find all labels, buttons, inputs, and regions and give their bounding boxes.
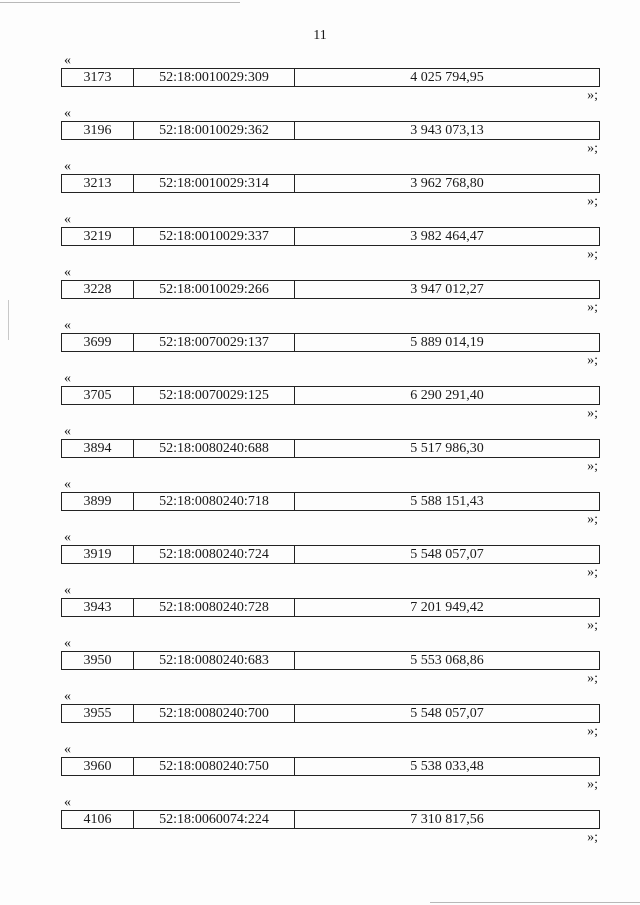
table-entry xyxy=(0,107,640,160)
row-number: 3955 xyxy=(83,706,112,721)
scan-artifact-top xyxy=(0,2,240,3)
row-number: 3699 xyxy=(83,335,112,350)
table-row xyxy=(61,651,600,670)
close-quote: »; xyxy=(587,459,598,474)
close-quote: »; xyxy=(587,353,598,368)
open-quote: « xyxy=(64,424,71,439)
table-row xyxy=(61,280,600,299)
cadastral-number: 52:18:0010029:314 xyxy=(133,175,294,192)
cadastral-number: 52:18:0070029:137 xyxy=(133,334,294,351)
open-quote: « xyxy=(64,318,71,333)
open-quote: « xyxy=(64,795,71,810)
close-quote: »; xyxy=(587,565,598,580)
row-number: 3919 xyxy=(83,547,112,562)
table-entry xyxy=(0,319,640,372)
cadastral-value: 5 553 068,86 xyxy=(294,652,599,669)
table-entry xyxy=(0,425,640,478)
cadastral-number: 52:18:0010029:337 xyxy=(133,228,294,245)
cadastral-value: 3 982 464,47 xyxy=(294,228,599,245)
open-quote: « xyxy=(64,477,71,492)
row-number: 3960 xyxy=(83,759,112,774)
table-row xyxy=(61,545,600,564)
table-rows xyxy=(0,54,640,849)
row-number: 3899 xyxy=(83,494,112,509)
open-quote: « xyxy=(64,636,71,651)
row-number: 3228 xyxy=(83,282,112,297)
table-entry xyxy=(0,478,640,531)
close-quote: »; xyxy=(587,194,598,209)
open-quote: « xyxy=(64,106,71,121)
table-row xyxy=(61,121,600,140)
cadastral-number: 52:18:0080240:728 xyxy=(133,599,294,616)
row-number: 4106 xyxy=(83,812,112,827)
table-entry xyxy=(0,584,640,637)
table-entry xyxy=(0,54,640,107)
close-quote: »; xyxy=(587,88,598,103)
open-quote: « xyxy=(64,265,71,280)
close-quote: »; xyxy=(587,830,598,845)
cadastral-number: 52:18:0080240:724 xyxy=(133,546,294,563)
table-row xyxy=(61,68,600,87)
table-row xyxy=(61,333,600,352)
table-row xyxy=(61,386,600,405)
open-quote: « xyxy=(64,212,71,227)
close-quote: »; xyxy=(587,512,598,527)
open-quote: « xyxy=(64,742,71,757)
cadastral-number: 52:18:0080240:683 xyxy=(133,652,294,669)
cadastral-value: 6 290 291,40 xyxy=(294,387,599,404)
row-number: 3213 xyxy=(83,176,112,191)
cadastral-number: 52:18:0060074:224 xyxy=(133,811,294,828)
cadastral-value: 5 548 057,07 xyxy=(294,705,599,722)
cadastral-number: 52:18:0070029:125 xyxy=(133,387,294,404)
open-quote: « xyxy=(64,530,71,545)
open-quote: « xyxy=(64,371,71,386)
cadastral-value: 5 538 033,48 xyxy=(294,758,599,775)
cadastral-value: 5 889 014,19 xyxy=(294,334,599,351)
close-quote: »; xyxy=(587,247,598,262)
open-quote: « xyxy=(64,583,71,598)
close-quote: »; xyxy=(587,406,598,421)
row-number: 3173 xyxy=(83,70,112,85)
cadastral-value: 3 943 073,13 xyxy=(294,122,599,139)
cadastral-number: 52:18:0010029:266 xyxy=(133,281,294,298)
cadastral-value: 3 947 012,27 xyxy=(294,281,599,298)
close-quote: »; xyxy=(587,300,598,315)
row-number: 3705 xyxy=(83,388,112,403)
table-entry xyxy=(0,213,640,266)
close-quote: »; xyxy=(587,777,598,792)
table-row xyxy=(61,704,600,723)
close-quote: »; xyxy=(587,141,598,156)
close-quote: »; xyxy=(587,724,598,739)
cadastral-number: 52:18:0080240:700 xyxy=(133,705,294,722)
cadastral-value: 5 517 986,30 xyxy=(294,440,599,457)
table-row xyxy=(61,492,600,511)
table-entry xyxy=(0,743,640,796)
page-number: 11 xyxy=(313,28,327,43)
cadastral-number: 52:18:0080240:718 xyxy=(133,493,294,510)
open-quote: « xyxy=(64,689,71,704)
close-quote: »; xyxy=(587,618,598,633)
table-entry xyxy=(0,796,640,849)
row-number: 3894 xyxy=(83,441,112,456)
table-entry xyxy=(0,531,640,584)
cadastral-value: 4 025 794,95 xyxy=(294,69,599,86)
table-entry xyxy=(0,690,640,743)
cadastral-value: 5 548 057,07 xyxy=(294,546,599,563)
row-number: 3196 xyxy=(83,123,112,138)
table-entry xyxy=(0,637,640,690)
cadastral-value: 7 310 817,56 xyxy=(294,811,599,828)
table-row xyxy=(61,174,600,193)
row-number: 3943 xyxy=(83,600,112,615)
cadastral-value: 5 588 151,43 xyxy=(294,493,599,510)
cadastral-number: 52:18:0010029:309 xyxy=(133,69,294,86)
cadastral-number: 52:18:0010029:362 xyxy=(133,122,294,139)
table-row xyxy=(61,227,600,246)
row-number: 3219 xyxy=(83,229,112,244)
table-entry xyxy=(0,266,640,319)
open-quote: « xyxy=(64,53,71,68)
table-entry xyxy=(0,160,640,213)
cadastral-value: 3 962 768,80 xyxy=(294,175,599,192)
row-number: 3950 xyxy=(83,653,112,668)
open-quote: « xyxy=(64,159,71,174)
table-row xyxy=(61,810,600,829)
table-row xyxy=(61,757,600,776)
table-row xyxy=(61,598,600,617)
table-row xyxy=(61,439,600,458)
cadastral-number: 52:18:0080240:688 xyxy=(133,440,294,457)
cadastral-number: 52:18:0080240:750 xyxy=(133,758,294,775)
close-quote: »; xyxy=(587,671,598,686)
cadastral-value: 7 201 949,42 xyxy=(294,599,599,616)
table-entry xyxy=(0,372,640,425)
scan-artifact-bottom xyxy=(430,902,640,903)
